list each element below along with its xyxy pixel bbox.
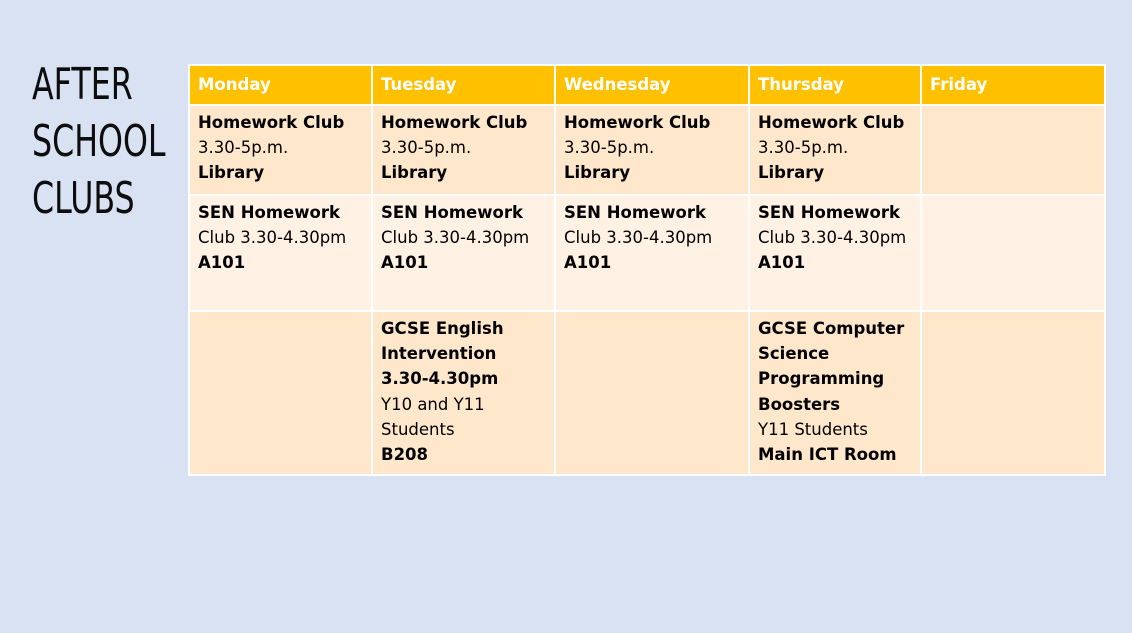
- cell-wednesday: [555, 311, 749, 475]
- table-row: [189, 311, 1105, 475]
- cell-text: 3.30-4.30pm: [381, 369, 499, 389]
- header-friday: Friday: [921, 65, 1105, 105]
- cell-text: Y10 and Y11: [381, 394, 485, 414]
- cell-text: Club 3.30-4.30pm: [198, 228, 347, 248]
- cell-text: Homework Club: [758, 113, 905, 132]
- cell-friday: [921, 195, 1105, 311]
- page-title: [32, 56, 166, 227]
- cell-monday: [189, 195, 372, 311]
- cell-text: Boosters: [758, 394, 841, 414]
- cell-text: A101: [758, 253, 806, 273]
- title-line: CLUBS: [32, 173, 135, 224]
- cell-text: SEN Homework: [198, 203, 340, 222]
- cell-thursday: [749, 311, 921, 475]
- cell-monday: [189, 105, 372, 195]
- cell-thursday: [749, 195, 921, 311]
- table-row: [189, 195, 1105, 311]
- cell-monday: [189, 311, 372, 475]
- cell-text: GCSE Computer: [758, 319, 905, 338]
- cell-text: A101: [198, 253, 246, 273]
- cell-text: Club 3.30-4.30pm: [758, 228, 907, 248]
- cell-text: A101: [381, 253, 429, 273]
- cell-thursday: [749, 105, 921, 195]
- cell-text: Students: [381, 419, 455, 439]
- header-monday: Monday: [189, 65, 372, 105]
- clubs-timetable: [188, 64, 1106, 476]
- cell-text: 3.30-5p.m.: [758, 138, 849, 158]
- cell-text: 3.30-5p.m.: [381, 138, 472, 158]
- cell-text: Y11 Students: [758, 419, 868, 439]
- header-tuesday: Tuesday: [372, 65, 555, 105]
- cell-text: A101: [564, 253, 612, 273]
- cell-friday: [921, 311, 1105, 475]
- cell-tuesday: [372, 311, 555, 475]
- cell-text: Homework Club: [564, 113, 711, 132]
- cell-text: Library: [758, 163, 825, 183]
- cell-text: SEN Homework: [758, 203, 900, 222]
- cell-text: SEN Homework: [381, 203, 523, 222]
- header-thursday: Thursday: [749, 65, 921, 105]
- cell-wednesday: [555, 105, 749, 195]
- cell-text: Club 3.30-4.30pm: [564, 228, 713, 248]
- cell-wednesday: [555, 195, 749, 311]
- cell-text: Intervention: [381, 344, 497, 364]
- cell-text: Homework Club: [198, 113, 345, 132]
- cell-friday: [921, 105, 1105, 195]
- cell-text: Science: [758, 344, 830, 364]
- cell-text: SEN Homework: [564, 203, 706, 222]
- cell-text: GCSE English: [381, 319, 504, 338]
- title-line: SCHOOL: [32, 116, 166, 167]
- cell-text: Homework Club: [381, 113, 528, 132]
- cell-text: Club 3.30-4.30pm: [381, 228, 530, 248]
- title-line: AFTER: [32, 59, 133, 110]
- cell-tuesday: [372, 105, 555, 195]
- header-wednesday: Wednesday: [555, 65, 749, 105]
- cell-text: Library: [381, 163, 448, 183]
- header-row: [189, 65, 1105, 105]
- cell-text: Library: [198, 163, 265, 183]
- cell-text: Library: [564, 163, 631, 183]
- cell-text: 3.30-5p.m.: [198, 138, 289, 158]
- cell-text: Programming: [758, 369, 885, 389]
- cell-tuesday: [372, 195, 555, 311]
- cell-text: 3.30-5p.m.: [564, 138, 655, 158]
- cell-text: Main ICT Room: [758, 445, 897, 465]
- cell-text: B208: [381, 445, 429, 465]
- table-row: [189, 105, 1105, 195]
